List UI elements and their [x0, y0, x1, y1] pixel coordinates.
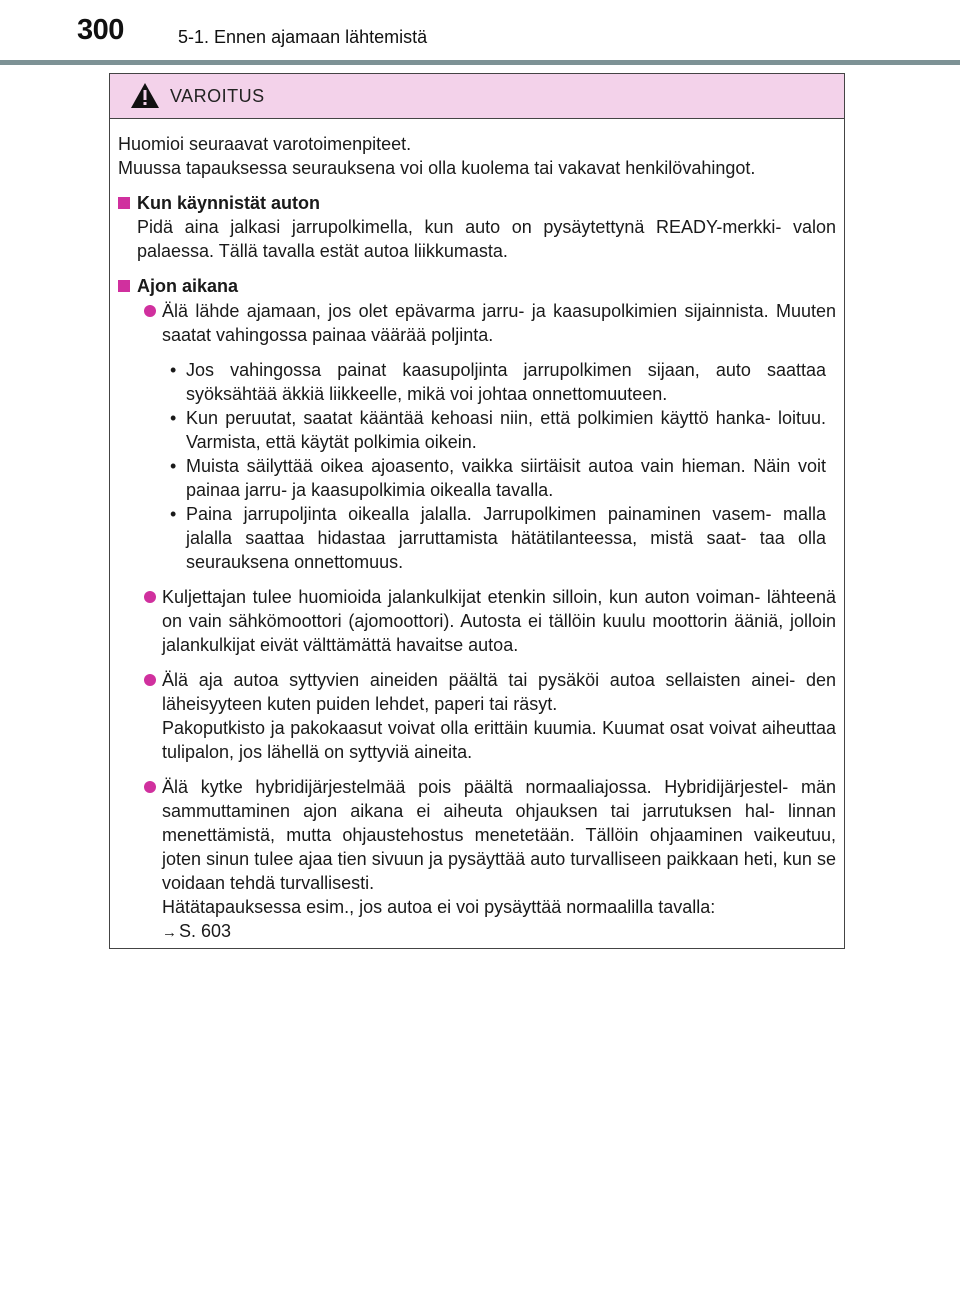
sub-item-text: Muista säilyttää oikea ajoasento, vaikka siirtäisit autoa vain hieman. Näin voit painaa jarru- ja kaasupolkimia oikealla tavalla. — [186, 456, 826, 500]
bullet-item — [118, 585, 836, 657]
warning-label: VAROITUS — [170, 86, 265, 106]
bullet-item — [118, 775, 836, 945]
intro-line: Muussa tapauksessa seurauksena voi olla kuolema tai vakavat henkilövahingot. — [118, 158, 756, 178]
sub-item — [162, 406, 836, 454]
sub-bullet-icon: • — [170, 360, 177, 380]
sub-item — [162, 502, 836, 574]
section-title: 5-1. Ennen ajamaan lähtemistä — [178, 27, 428, 47]
section-start — [118, 191, 836, 263]
bullet-content — [162, 299, 836, 574]
bullet-content — [162, 585, 836, 657]
dot-bullet-icon — [144, 591, 156, 603]
bullet-content — [162, 775, 836, 945]
sub-list — [162, 358, 836, 574]
bullet-paragraph: Kuljettajan tulee huomioida jalankulkijat etenkin silloin, kun auton voiman- lähteenä on vain sähkömoottori (ajomoottori). Autosta ei tällöin kuulu moottorin ääniä, jolloin jalankulkijat eivät välttämättä havaitse autoa. — [162, 587, 836, 655]
warning-triangle-icon — [130, 82, 160, 109]
sub-bullet-icon: • — [170, 408, 177, 428]
section-heading — [118, 274, 836, 298]
sub-bullet-icon: • — [170, 504, 177, 524]
sub-item-text: Jos vahingossa painat kaasupoljinta jarrupolkimen sijaan, auto saattaa syöksähtää äkkiä liikkeelle, mikä voi johtaa onnettomuuteen. — [186, 360, 826, 404]
page-reference[interactable] — [162, 919, 836, 945]
section-text: Pidä aina jalkasi jarrupolkimella, kun auto on pysäytettynä READY-merkki- valon palaessa. Tällä tavalla estät autoa liikkumasta. — [137, 217, 836, 261]
bullet-paragraph: Älä lähde ajamaan, jos olet epävarma jarru- ja kaasupolkimien sijainnista. Muuten saatat vahingossa painaa väärää poljinta. — [162, 301, 836, 345]
bullet-content — [162, 668, 836, 764]
section-driving — [118, 274, 836, 945]
warning-box — [109, 73, 845, 949]
sub-bullet-icon: • — [170, 456, 177, 476]
bullet-paragraph: Älä kytke hybridijärjestelmää pois päältä normaaliajossa. Hybridijärjestel- män sammuttaminen ajon aikana ei aiheuta ohjauksen tai jarrutuksen hal- linnan menettämistä, mutta ohjaustehostus menetetään. Tällöin ohjaaminen vaikeutuu, joten sinun tulee ajaa tien sivuun ja pysäyttää auto turvalliseen paikkaan heti, kun se voidaan tehdä turvallisesti. — [162, 777, 836, 893]
page-number: 300 — [77, 14, 124, 46]
bullet-item — [118, 668, 836, 764]
sub-item-text: Kun peruutat, saatat kääntää kehoasi niin, että polkimien käyttö hanka- loituu. Varmista, että käytät polkimia oikein. — [186, 408, 826, 452]
intro-line: Huomioi seuraavat varotoimenpiteet. — [118, 134, 412, 154]
header-rule — [0, 60, 960, 65]
bullet-paragraph: Pakoputkisto ja pakokaasut voivat olla erittäin kuumia. Kuumat osat voivat aiheuttaa tulipalon, jos lähellä on syttyviä aineita. — [162, 718, 836, 762]
dot-bullet-icon — [144, 305, 156, 317]
sub-item — [162, 454, 836, 502]
bullet-paragraph: Hätätapauksessa esim., jos autoa ei voi pysäyttää normaalilla tavalla: — [162, 897, 716, 917]
square-bullet-icon — [118, 197, 130, 209]
section-heading-text: Ajon aikana — [137, 276, 239, 296]
bullet-item — [118, 299, 836, 574]
sub-item — [162, 358, 836, 406]
section-heading — [118, 191, 836, 215]
sub-item-text: Paina jarrupoljinta oikealla jalalla. Jarrupolkimen painaminen vasem- malla jalalla saattaa hidastaa jarruttamista hätätilanteessa, mistä saat- taa olla seurauksena onnettomuus. — [186, 504, 826, 572]
warning-header — [110, 74, 844, 119]
dot-bullet-icon — [144, 781, 156, 793]
bullet-paragraph: Älä aja autoa syttyvien aineiden päältä tai pysäköi autoa sellaisten ainei- den läheisyyteen kuten puiden lehdet, paperi tai räsyt. — [162, 670, 836, 714]
arrow-right-icon: → — [162, 924, 177, 941]
page-reference-text: S. 603 — [179, 921, 232, 941]
dot-bullet-icon — [144, 674, 156, 686]
warning-body — [110, 119, 844, 945]
section-heading-text: Kun käynnistät auton — [137, 193, 321, 213]
square-bullet-icon — [118, 280, 130, 292]
